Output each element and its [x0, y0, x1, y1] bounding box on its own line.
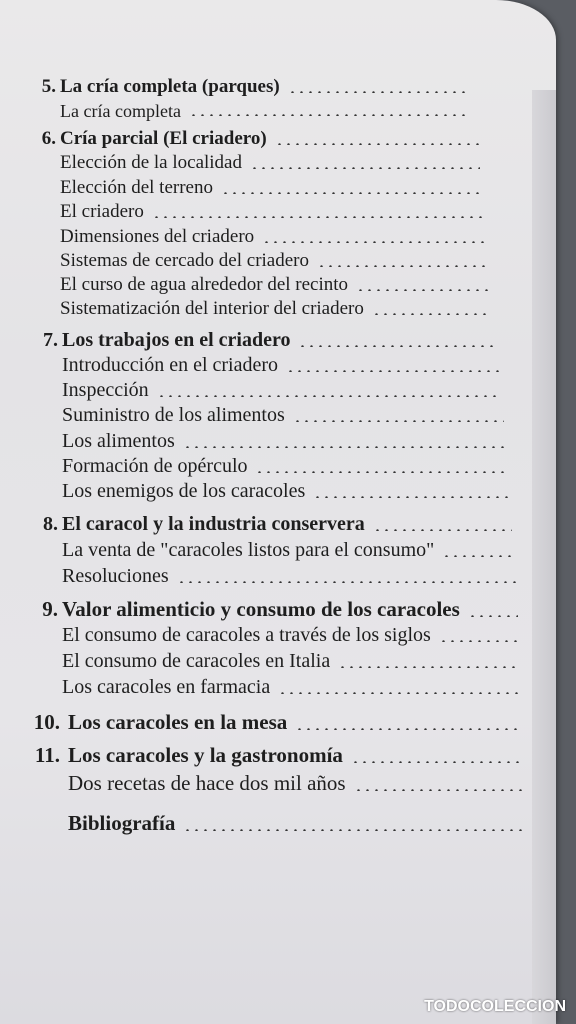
toc-entry-title: El consumo de caracoles a través de los siglos	[62, 624, 431, 646]
toc-entry	[0, 455, 556, 479]
toc-leader-dots	[177, 581, 516, 583]
toc-entry	[0, 598, 556, 622]
toc-entry	[0, 404, 556, 428]
toc-entry-number: 11.	[34, 743, 60, 767]
toc-entry	[0, 480, 556, 504]
toc-entry	[0, 298, 556, 322]
toc-entry-title: Los trabajos en el criadero	[62, 329, 291, 351]
toc-entry-title: La venta de "caracoles listos para el consumo"	[62, 539, 435, 561]
toc-entry-title: El consumo de caracoles en Italia	[62, 650, 331, 672]
toc-entry-title: Inspección	[62, 379, 149, 401]
toc-leader-dots	[317, 265, 488, 267]
toc-entry-title: El criadero	[60, 201, 144, 222]
toc-entry	[0, 226, 556, 250]
toc-entry	[0, 354, 556, 378]
toc-leader-dots	[293, 420, 504, 422]
toc-leader-dots	[442, 555, 516, 557]
toc-leader-dots	[313, 496, 510, 498]
toc-entry	[0, 812, 556, 836]
toc-entry-number: 5.	[41, 76, 56, 97]
toc-leader-dots	[189, 114, 470, 116]
toc-entry-title: Introducción en el criadero	[62, 354, 279, 376]
toc-leader-dots	[255, 471, 508, 473]
toc-entry-title: Valor alimenticio y consumo de los caracoles	[62, 597, 460, 621]
toc-entry-title: Los caracoles y la gastronomía	[68, 743, 343, 767]
toc-entry-title: Los alimentos	[62, 430, 175, 452]
toc-entry	[0, 430, 556, 454]
toc-entry	[0, 650, 556, 674]
toc-entry-title: Elección de la localidad	[60, 152, 242, 173]
toc-entry	[0, 379, 556, 403]
toc-entry	[0, 711, 556, 735]
toc-entry	[0, 624, 556, 648]
toc-leader-dots	[298, 345, 498, 347]
toc-entry	[0, 329, 556, 353]
toc-entry	[0, 744, 556, 768]
toc-leader-dots	[157, 395, 502, 397]
toc-entry	[0, 201, 556, 225]
toc-entry	[0, 100, 556, 124]
toc-leader-dots	[152, 216, 484, 218]
toc-entry-title: Resoluciones	[62, 565, 169, 587]
toc-entry-title: Sistematización del interior del criadero	[60, 298, 364, 319]
toc-leader-dots	[356, 289, 490, 291]
toc-entry-title: Elección del terreno	[60, 177, 213, 198]
toc-leader-dots	[372, 313, 492, 315]
toc-entry	[0, 772, 556, 796]
toc-entry	[0, 676, 556, 700]
toc-leader-dots	[351, 761, 524, 763]
toc-entry-title: Dos recetas de hace dos mil años	[68, 771, 346, 795]
toc-entry-title: Cría parcial (El criadero)	[60, 128, 267, 149]
toc-entry	[0, 177, 556, 201]
toc-entry-title: La cría completa	[60, 101, 181, 121]
toc-entry-title: Los caracoles en farmacia	[62, 676, 271, 698]
toc-leader-dots	[183, 829, 524, 831]
toc-entry-title: La cría completa (parques)	[60, 76, 280, 97]
toc-leader-dots	[221, 192, 482, 194]
toc-leader-dots	[250, 167, 480, 169]
toc-entry-title: Los caracoles en la mesa	[68, 710, 288, 734]
toc-entry	[0, 539, 556, 563]
toc-entry-title: El curso de agua alrededor del recinto	[60, 274, 349, 295]
toc-entry	[0, 76, 556, 100]
toc-leader-dots	[183, 446, 506, 448]
toc-entry-title: Sistemas de cercado del criadero	[60, 250, 309, 271]
toc-entry-title: El caracol y la industria conservera	[62, 513, 365, 535]
toc-entry	[0, 152, 556, 176]
watermark: TODOCOLECCION	[424, 998, 566, 1015]
toc-leader-dots	[373, 529, 512, 531]
toc-entry-number: 9.	[42, 597, 58, 621]
toc-entry-title: Suministro de los alimentos	[62, 404, 285, 426]
toc-leader-dots	[278, 692, 522, 694]
toc-entry	[0, 128, 556, 152]
toc-entry-number: 7.	[43, 329, 58, 351]
toc-leader-dots	[338, 666, 520, 668]
toc-leader-dots	[439, 640, 518, 642]
toc-entry	[0, 250, 556, 274]
toc-entry-title: Dimensiones del criadero	[60, 226, 255, 247]
toc-leader-dots	[262, 241, 486, 243]
toc-leader-dots	[468, 615, 518, 617]
toc-leader-dots	[275, 143, 480, 145]
toc-entry	[0, 513, 556, 537]
toc-leader-dots	[295, 728, 522, 730]
toc-leader-dots	[288, 91, 470, 93]
toc-entry-title: Formación de opérculo	[62, 455, 248, 477]
toc-entry-number: 10.	[33, 710, 60, 734]
toc-leader-dots	[354, 789, 524, 791]
toc-entry-number: 8.	[43, 513, 58, 535]
toc-entry	[0, 274, 556, 298]
toc-entry-title: Bibliografía	[68, 811, 176, 835]
toc-leader-dots	[286, 370, 500, 372]
toc-entry-number: 6.	[41, 128, 56, 149]
toc-entry	[0, 565, 556, 589]
toc-entry-title: Los enemigos de los caracoles	[62, 480, 306, 502]
